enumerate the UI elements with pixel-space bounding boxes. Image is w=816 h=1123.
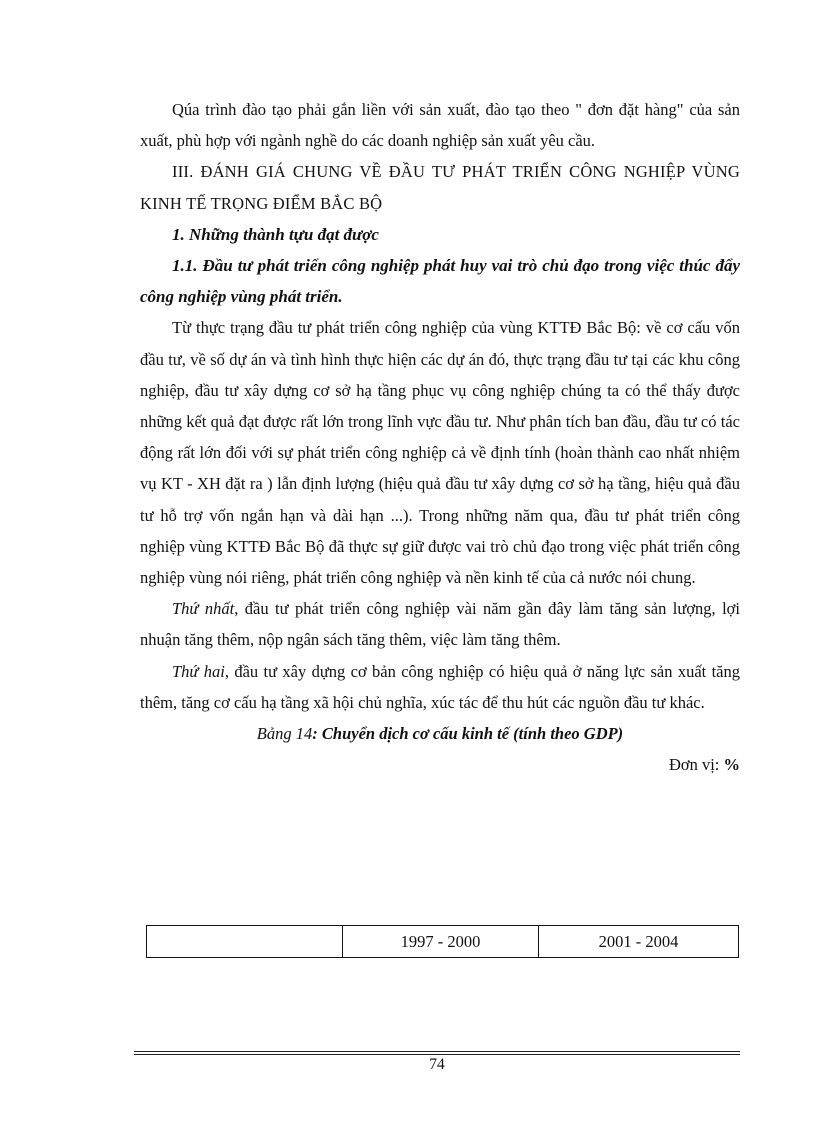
economic-structure-table (146, 925, 739, 958)
table-unit (140, 749, 740, 780)
body-text (140, 94, 740, 780)
body-paragraph: Từ thực trạng đầu tư phát triển công nghiệp của vùng KTTĐ Bắc Bộ: về cơ cấu vốn đầu tư, về số dự án và tình hình thực hiện các dự án đó, thực trạng đầu tư tại các khu công nghiệp, đầu tư xây dựng cơ sở hạ tầng phục vụ công nghiệp chúng ta có thể thấy được những kết quả đạt được rất lớn trong lĩnh vực đầu tư. Như phân tích ban đầu, đầu tư có tác động rất lớn đối với sự phát triển công nghiệp cả về định tính (hoàn thành cao nhất nhiệm vụ KT - XH đặt ra ) lẫn định lượng (hiệu quả đầu tư xây dựng cơ sở hạ tầng, hiệu quả đầu tư hỗ trợ vốn ngắn hạn và dài hạn ...). Trong những năm qua, đầu tư phát triển công nghiệp vùng KTTĐ Bắc Bộ đã thực sự giữ được vai trò chủ đạo trong việc phát triển công nghiệp vùng nói riêng, phát triển công nghiệp và nền kinh tế của cả nước nói chung. (140, 318, 740, 588)
table-header-row (147, 926, 739, 958)
footer-rule-top (134, 1051, 740, 1052)
second-text: , đầu tư xây dựng cơ bản công nghiệp có hiệu quả ở năng lực sản xuất tăng thêm, tăng cơ cấu hạ tầng xã hội chủ nghĩa, xúc tác để thu hút các nguồn đầu tư khác. (140, 661, 740, 712)
page-number: 74 (429, 1056, 445, 1073)
table-caption-title: : Chuyển dịch cơ cấu kinh tế (tính theo GDP) (312, 724, 624, 744)
second-point-paragraph (140, 656, 740, 718)
table-caption (140, 718, 740, 749)
unit-label: Đơn vị: (668, 755, 724, 775)
table-header-cell (147, 926, 343, 958)
first-text: , đầu tư phát triển công nghiệp vài năm gần đây làm tăng sản lượng, lợi nhuận tăng thêm, nộp ngân sách tăng thêm, việc làm tăng thêm. (140, 599, 740, 650)
unit-symbol: % (723, 755, 740, 775)
first-label: Thứ nhất (172, 599, 235, 619)
heading-1-1: 1.1. Đầu tư phát triển công nghiệp phát huy vai trò chủ đạo trong việc thúc đẩy công nghiệp vùng phát triển. (140, 256, 740, 307)
table-header-cell: 1997 - 2000 (343, 926, 539, 958)
heading-1: 1. Những thành tựu đạt được (172, 224, 379, 244)
section-heading: III. ĐÁNH GIÁ CHUNG VỀ ĐẦU TƯ PHÁT TRIỂN CÔNG NGHIỆP VÙNG KINH TẾ TRỌNG ĐIỂM BẮC BỘ (140, 162, 740, 213)
first-point-paragraph (140, 593, 740, 655)
table-caption-label: Bảng 14 (256, 724, 313, 744)
second-label: Thứ hai (172, 661, 225, 681)
footer-rule-bottom (134, 1054, 740, 1055)
intro-paragraph: Qúa trình đào tạo phải gắn liền với sản xuất, đào tạo theo " đơn đặt hàng" của sản xuất, phù hợp với ngành nghề do các doanh nghiệp sản xuất yêu cầu. (140, 100, 740, 151)
table-header-cell: 2001 - 2004 (539, 926, 739, 958)
